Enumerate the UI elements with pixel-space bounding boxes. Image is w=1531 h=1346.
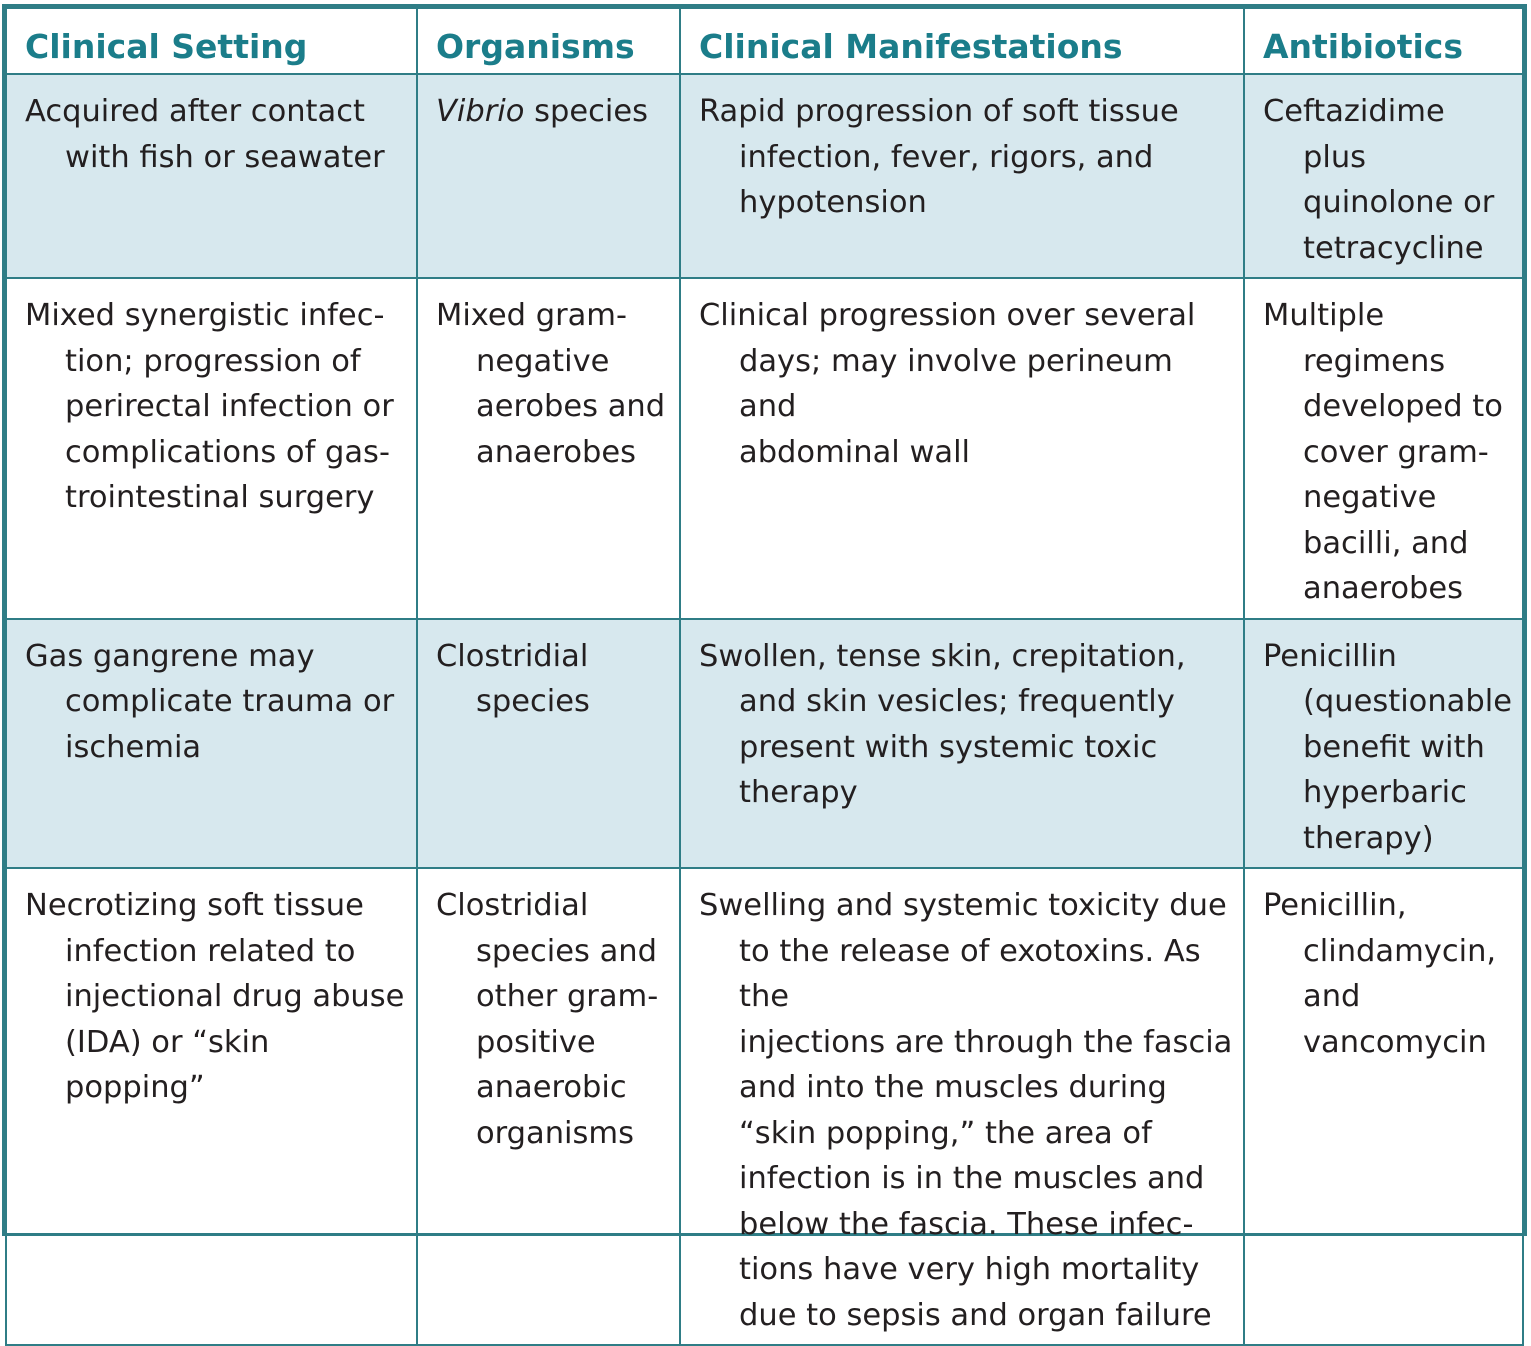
organism-rest: species: [524, 94, 648, 129]
organisms-cell: [417, 74, 680, 278]
clinical-manifestations-text: Rapid progression of soft tissue infection, fever, rigors, and hypotension: [699, 94, 1179, 220]
header-antibiotics: Antibiotics: [1244, 8, 1523, 74]
antibiotics-cell: [1244, 619, 1523, 869]
organisms-cell: [417, 278, 680, 619]
antibiotics-cell: [1244, 278, 1523, 619]
clinical-setting-text: Acquired after contact with fish or seawater: [25, 94, 385, 175]
header-clinical-manifestations: Clinical Manifestations: [680, 8, 1244, 74]
clinical-manifestations-cell: [680, 74, 1244, 278]
antibiotics-cell: [1244, 74, 1523, 278]
table-row: [6, 278, 1523, 619]
organisms-text: Clostridial species: [436, 638, 590, 719]
table-row: [6, 74, 1523, 278]
organism-genus-italic: Vibrio: [436, 94, 525, 129]
clinical-setting-text: Gas gangrene may complicate trauma or ischemia: [25, 638, 395, 765]
soft-tissue-infection-table: [5, 7, 1524, 1346]
organisms-cell: [417, 868, 680, 1345]
clinical-setting-text: Necrotizing soft tissue infection related to injectional drug abuse (IDA) or “skin popping”: [25, 888, 405, 1105]
clinical-setting-cell: [6, 74, 417, 278]
clinical-manifestations-cell: [680, 619, 1244, 869]
clinical-setting-cell: [6, 868, 417, 1345]
organisms-text: Clostridial species and other gram- positive anaerobic organisms: [436, 888, 659, 1151]
clinical-manifestations-cell: [680, 278, 1244, 619]
header-organisms: Organisms: [417, 8, 680, 74]
clinical-manifestations-cell: [680, 868, 1244, 1345]
antibiotics-text: Penicillin, clindamycin, and vancomycin: [1263, 888, 1497, 1060]
antibiotics-text: Penicillin (questionable benefit with hyperbaric therapy): [1263, 638, 1512, 856]
organisms-text: [436, 89, 671, 135]
clinical-setting-text: Mixed synergistic infec- tion; progression of perirectal infection or complications of gas- trointestinal surgery: [25, 298, 394, 515]
clinical-setting-cell: [6, 278, 417, 619]
organisms-text: Mixed gram- negative aerobes and anaerobes: [436, 298, 666, 470]
antibiotics-text: Multiple regimens developed to cover gram- negative bacilli, and anaerobes: [1263, 298, 1503, 606]
organisms-cell: [417, 619, 680, 869]
antibiotics-cell: [1244, 868, 1523, 1345]
clinical-manifestations-text: Clinical progression over several days; may involve perineum and abdominal wall: [699, 298, 1196, 470]
table-row: [6, 868, 1523, 1345]
soft-tissue-infection-table-container: [2, 4, 1527, 1333]
header-clinical-setting: Clinical Setting: [6, 8, 417, 74]
table-row: [6, 619, 1523, 869]
antibiotics-text: Ceftazidime plus quinolone or tetracycline: [1263, 94, 1495, 266]
table-header-row: [6, 8, 1523, 74]
clinical-manifestations-text: Swollen, tense skin, crepitation, and skin vesicles; frequently present with systemic toxic therapy: [699, 638, 1186, 810]
clinical-manifestations-text: Swelling and systemic toxicity due to the release of exotoxins. As the injections are through the fascia and into the muscles during “skin popping,” the area of infection is in the muscles and below the fascia. These infec- tions have very high mortality due to sepsis and organ failure: [699, 888, 1233, 1333]
clinical-setting-cell: [6, 619, 417, 869]
